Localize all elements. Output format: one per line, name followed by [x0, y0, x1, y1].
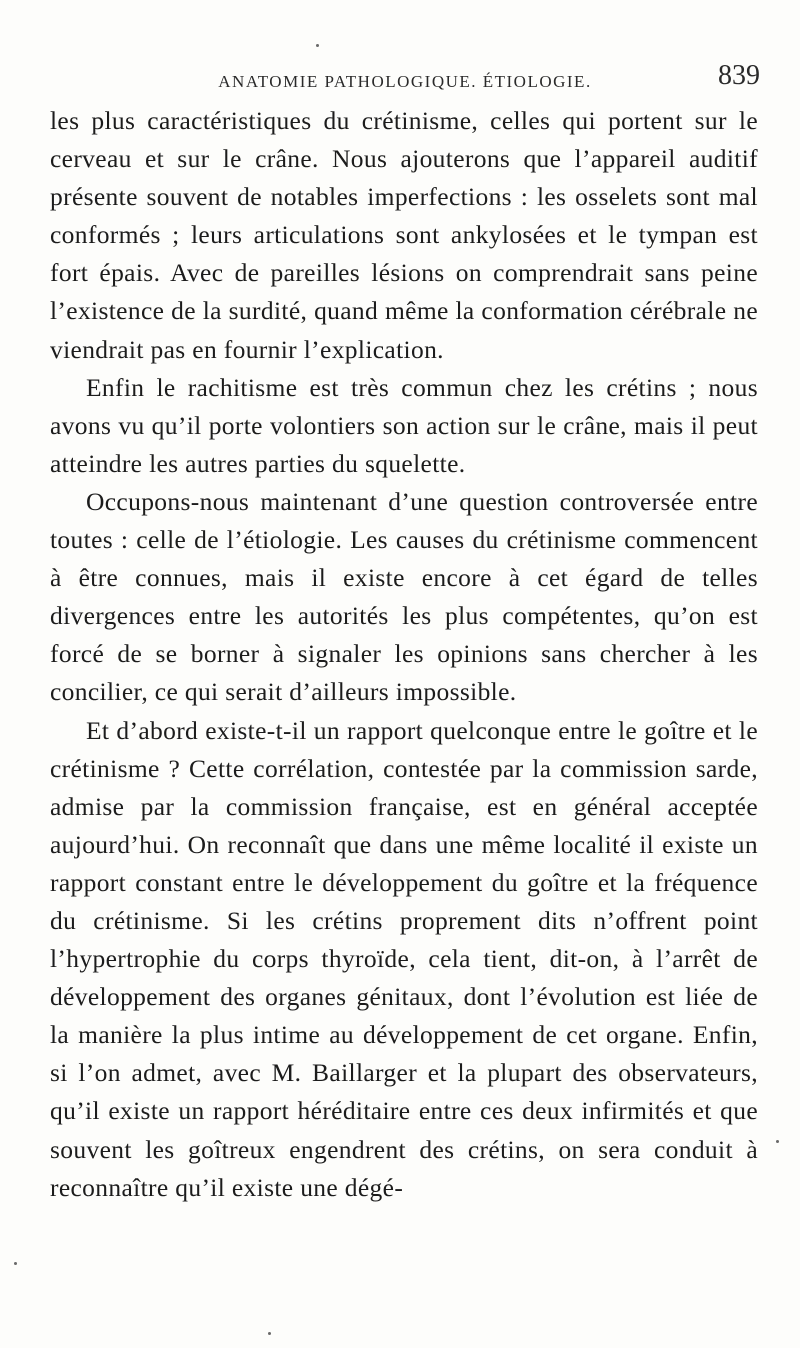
running-title: ANATOMIE PATHOLOGIQUE. ÉTIOLOGIE.: [218, 72, 592, 91]
ink-speck: [776, 1140, 779, 1143]
paragraph-continued: les plus caractéristiques du crétinisme, celles qui portent sur le cerveau et sur le crâne. Nous ajouterons que l’appareil auditif présente souvent de notables imperfections : les osselets sont mal conformés ; leurs articulations sont ankylosées et le tympan est fort épais. Avec de pareilles lésions on comprendrait sans peine l’existence de la surdité, quand même la conformation cérébrale ne viendrait pas en fournir l’explication.: [50, 106, 758, 364]
body-text: [50, 102, 758, 1207]
ink-speck: [316, 44, 319, 47]
ink-speck: [14, 1262, 17, 1265]
paragraph-etiologie: Occupons-nous maintenant d’une question controversée entre toutes : celle de l’étiologie. Les causes du crétinisme commencent à être connues, mais il existe encore à cet égard de telles divergences entre les autorités les plus compétentes, qu’on est forcé de se borner à signaler les opinions sans chercher à les concilier, ce qui serait d’ailleurs impossible.: [50, 486, 758, 707]
page-number: 839: [718, 60, 760, 91]
paragraph-goitre: Et d’abord existe-t-il un rapport quelconque entre le goître et le crétinisme ? Cette corrélation, contestée par la commission sarde, admise par la commission française, est en général acceptée aujourd’hui. On reconnaît que dans une même localité il existe un rapport constant entre le développement du goître et la fréquence du crétinisme. Si les crétins proprement dits n’offrent point l’hypertrophie du corps thyroïde, cela tient, dit-on, à l’arrêt de développement des organes génitaux, dont l’évolution est liée de la manière la plus intime au développement de cet organe. Enfin, si l’on admet, avec M. Baillarger et la plupart des observateurs, qu’il existe un rapport héréditaire entre ces deux infirmités et que souvent les goîtreux engendrent des crétins, on sera conduit à reconnaître qu’il existe une dégé-: [50, 715, 758, 1202]
paragraph-rachitisme: Enfin le rachitisme est très commun chez les crétins ; nous avons vu qu’il porte volontiers son action sur le crâne, mais il peut atteindre les autres parties du squelette.: [50, 372, 758, 478]
running-head: [50, 58, 760, 98]
ink-speck: [268, 1332, 271, 1335]
